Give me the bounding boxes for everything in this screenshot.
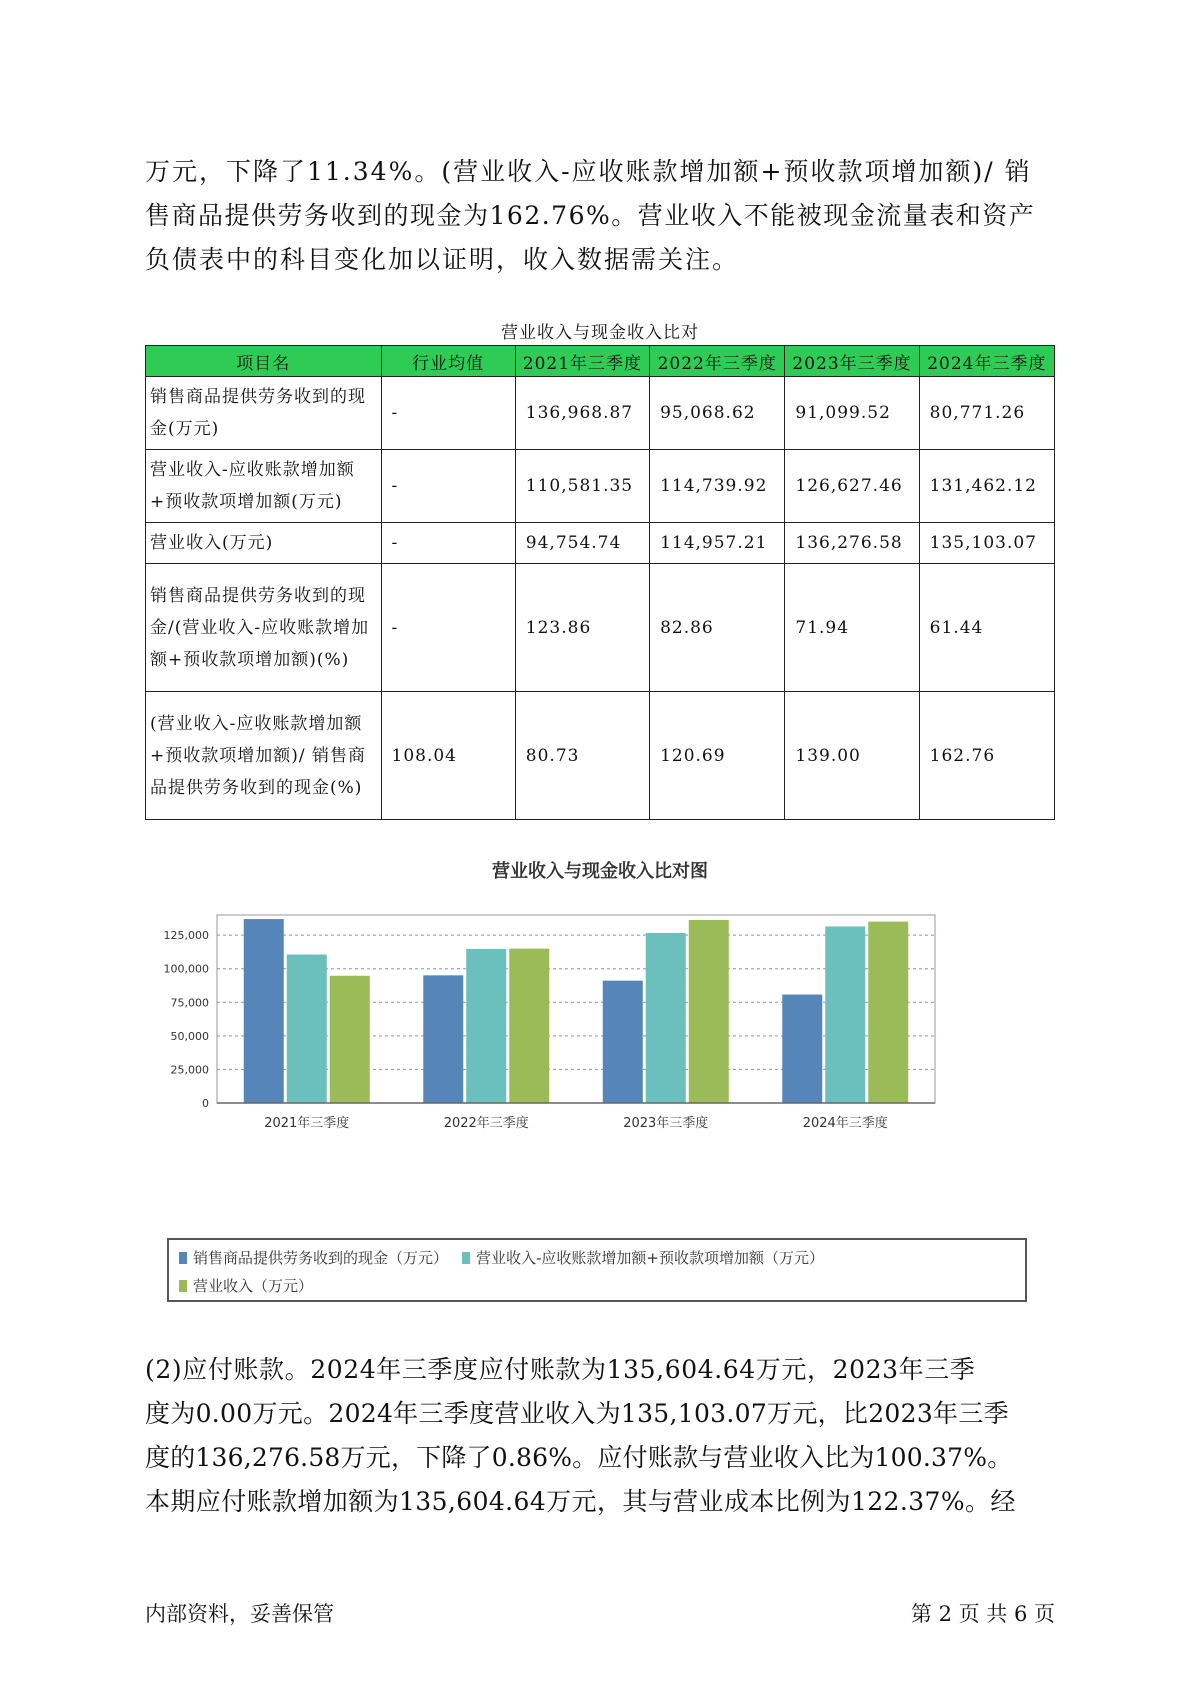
table-row (146, 450, 1055, 523)
paragraph-2 (145, 1348, 1055, 1524)
x-tick-label: 2024年三季度 (802, 1116, 888, 1131)
header-cell: 2023年三季度 (785, 346, 919, 377)
bar (603, 981, 643, 1103)
paragraph-line: 售商品提供劳务收到的现金为162.76%。营业收入不能被现金流量表和资产 (145, 201, 1036, 230)
legend-label: 营业收入-应收账款增加额+预收款项增加额（万元） (476, 1249, 824, 1267)
chart-y-axis (164, 929, 210, 1110)
table-cell: 82.86 (650, 564, 785, 692)
table-cell: 120.69 (650, 692, 785, 820)
bar (466, 949, 506, 1103)
bar (646, 933, 686, 1103)
x-tick-label: 2022年三季度 (443, 1116, 529, 1131)
legend-item (179, 1272, 313, 1300)
table-row (146, 523, 1055, 564)
paragraph-line: (2)应付账款。2024年三季度应付账款为135,604.64万元，2023年三季 (145, 1355, 976, 1384)
y-tick-label: 25,000 (170, 1063, 209, 1077)
table-cell: 123.86 (515, 564, 649, 692)
paragraph-line: 负债表中的科目变化加以证明，收入数据需关注。 (145, 245, 740, 274)
bar (868, 922, 908, 1103)
footer-page-number: 第 2 页 共 6 页 (910, 1602, 1055, 1626)
table-caption: 营业收入与现金收入比对 (501, 323, 699, 343)
bar (825, 926, 865, 1103)
row-label: 销售商品提供劳务收到的现金/(营业收入-应收账款增加额+预收款项增加额)(%) (146, 564, 382, 692)
chart-svg (145, 855, 1055, 1235)
table-cell: 131,462.12 (919, 450, 1054, 523)
legend-label: 营业收入（万元） (193, 1277, 314, 1295)
table-cell: 139.00 (785, 692, 919, 820)
row-label: (营业收入-应收账款增加额+预收款项增加额)/ 销售商品提供劳务收到的现金(%) (146, 692, 382, 820)
chart-bars (244, 919, 909, 1103)
bar-chart (145, 855, 1055, 1315)
header-cell: 项目名 (146, 346, 382, 377)
x-tick-label: 2023年三季度 (623, 1116, 709, 1131)
table-row (146, 564, 1055, 692)
header-cell: 2022年三季度 (650, 346, 785, 377)
table-cell: 91,099.52 (785, 377, 919, 450)
table-cell: 135,103.07 (919, 523, 1054, 564)
table-row (146, 692, 1055, 820)
table-cell: 136,276.58 (785, 523, 919, 564)
table-cell: 114,957.21 (650, 523, 785, 564)
bar (509, 949, 549, 1103)
y-tick-label: 0 (202, 1097, 209, 1110)
legend-item (179, 1244, 448, 1272)
comparison-table (145, 345, 1055, 820)
table-cell: - (381, 564, 515, 692)
footer-confidential-note: 内部资料，妥善保管 (145, 1602, 334, 1626)
paragraph-line: 本期应付账款增加额为135,604.64万元，其与营业成本比例为122.37%。经 (145, 1487, 1016, 1516)
table-cell: 61.44 (919, 564, 1054, 692)
y-tick-label: 100,000 (163, 962, 209, 976)
table-cell: 126,627.46 (785, 450, 919, 523)
table-cell: 136,968.87 (515, 377, 649, 450)
table-cell: - (381, 377, 515, 450)
y-tick-label: 125,000 (163, 929, 209, 943)
bar (244, 919, 284, 1103)
chart-x-axis (217, 1103, 935, 1131)
paragraph-line: 度的136,276.58万元，下降了0.86%。应付账款与营业收入比为100.37%。 (145, 1443, 1013, 1472)
legend-item (462, 1244, 824, 1272)
row-label: 销售商品提供劳务收到的现金(万元) (146, 377, 382, 450)
bar (423, 975, 463, 1103)
y-tick-label: 75,000 (170, 996, 209, 1010)
paragraph-line: 万元，下降了11.34%。(营业收入-应收账款增加额+预收款项增加额)/ 销 (145, 157, 1032, 186)
table-header-row (146, 346, 1055, 377)
table-cell: 114,739.92 (650, 450, 785, 523)
header-cell: 2024年三季度 (919, 346, 1054, 377)
table-cell: - (381, 523, 515, 564)
table-cell: 80.73 (515, 692, 649, 820)
header-cell: 2021年三季度 (515, 346, 649, 377)
y-tick-label: 50,000 (170, 1029, 209, 1043)
row-label: 营业收入-应收账款增加额+预收款项增加额(万元) (146, 450, 382, 523)
chart-title: 营业收入与现金收入比对图 (492, 861, 708, 882)
bar (330, 976, 370, 1103)
chart-legend (167, 1238, 1027, 1302)
legend-swatch (179, 1252, 187, 1264)
legend-label: 销售商品提供劳务收到的现金（万元） (193, 1249, 449, 1267)
legend-swatch (179, 1280, 187, 1292)
legend-swatch (462, 1252, 470, 1264)
bar (287, 955, 327, 1103)
x-tick-label: 2021年三季度 (264, 1116, 350, 1131)
paragraph-line: 度为0.00万元。2024年三季度营业收入为135,103.07万元，比2023年三季 (145, 1399, 1009, 1428)
table-cell: 94,754.74 (515, 523, 649, 564)
table-cell: 162.76 (919, 692, 1054, 820)
bar (689, 920, 729, 1103)
paragraph-1 (145, 150, 1055, 282)
table-row (146, 377, 1055, 450)
table-cell: - (381, 450, 515, 523)
header-cell: 行业均值 (381, 346, 515, 377)
table-cell: 110,581.35 (515, 450, 649, 523)
bar (782, 995, 822, 1103)
row-label: 营业收入(万元) (146, 523, 382, 564)
table-cell: 71.94 (785, 564, 919, 692)
table-cell: 108.04 (381, 692, 515, 820)
table-cell: 95,068.62 (650, 377, 785, 450)
table-cell: 80,771.26 (919, 377, 1054, 450)
